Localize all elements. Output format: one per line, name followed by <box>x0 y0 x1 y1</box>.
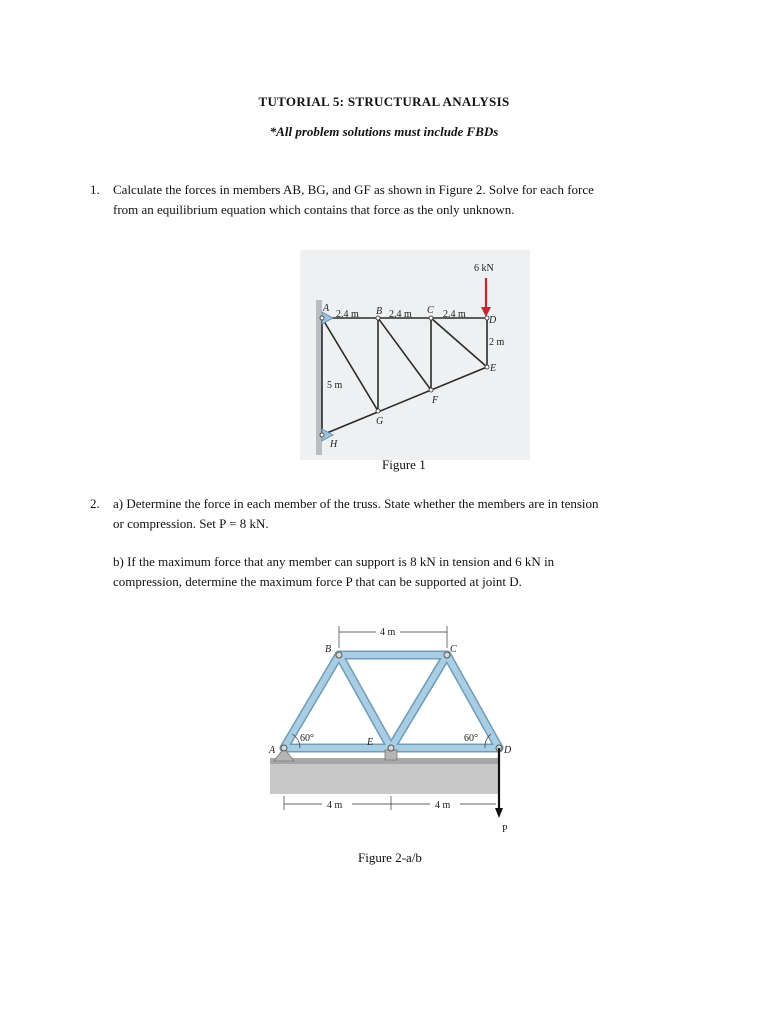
figure-1-background <box>300 250 530 460</box>
question-1-text <box>113 180 693 220</box>
joint-h-label: H <box>330 439 338 450</box>
bottom-dim-left-label: 4 m <box>327 800 343 811</box>
load-p-label: P <box>502 824 508 835</box>
joint-g-pin <box>376 409 380 413</box>
figure-1-truss <box>300 250 530 460</box>
figure-2-truss <box>260 618 530 838</box>
question-2b-line-2: compression, determine the maximum force P that can be supported at joint D. <box>113 574 522 589</box>
dim-cd: 2.4 m <box>443 309 466 320</box>
figure-2-caption: Figure 2-a/b <box>358 850 422 865</box>
document-subtitle: *All problem solutions must include FBDs <box>269 124 499 139</box>
joint-c-label: C <box>450 644 457 655</box>
question-2a-line-2: or compression. Set P = 8 kN. <box>113 516 269 531</box>
dim-ah: 5 m <box>327 380 343 391</box>
question-1-line-2: from an equilibrium equation which contains that force as the only unknown. <box>113 202 515 217</box>
dim-de: 2 m <box>489 337 505 348</box>
joint-b-label: B <box>376 306 383 317</box>
question-1-line-1: Calculate the forces in members AB, BG, and GF as shown in Figure 2. Solve for each force <box>113 182 594 197</box>
joint-h-pin <box>320 433 324 437</box>
joint-d-label: D <box>489 315 497 326</box>
figure-1-caption: Figure 1 <box>382 457 426 472</box>
question-2b-line-1: b) If the maximum force that any member can support is 8 kN in tension and 6 kN in <box>113 554 555 569</box>
load-label: 6 kN <box>474 263 494 274</box>
question-2a-text <box>113 494 693 534</box>
load-p-head <box>495 808 503 818</box>
question-2-number: 2. <box>90 496 100 511</box>
question-1-number: 1. <box>90 182 100 197</box>
document-title: TUTORIAL 5: STRUCTURAL ANALYSIS <box>258 94 510 109</box>
joint-a-label: A <box>323 303 330 314</box>
joint-a-label: A <box>269 745 276 756</box>
joint-f-pin <box>429 388 433 392</box>
joint-f-label: F <box>432 395 439 406</box>
joint-e-label: E <box>490 363 497 374</box>
angle-right-label: 60° <box>464 733 478 744</box>
pin-b <box>336 652 342 658</box>
joint-a-pin <box>320 316 324 320</box>
angle-left-label: 60° <box>300 733 314 744</box>
bottom-dim-right-label: 4 m <box>435 800 451 811</box>
joint-g-label: G <box>376 416 384 427</box>
joint-b-label: B <box>325 644 332 655</box>
question-2b-text <box>113 552 693 592</box>
dim-bc: 2.4 m <box>389 309 412 320</box>
pin-a <box>281 745 287 751</box>
joint-d-label: D <box>504 745 512 756</box>
pin-e <box>388 745 394 751</box>
joint-e-label: E <box>367 737 374 748</box>
joint-c-pin <box>429 316 433 320</box>
question-2a-line-1: a) Determine the force in each member of the truss. State whether the members are in tension <box>113 496 599 511</box>
top-dim-label: 4 m <box>380 627 396 638</box>
joint-e-pin <box>485 365 489 369</box>
joint-c-label: C <box>427 305 434 316</box>
wall <box>316 300 322 455</box>
dim-ab: 2.4 m <box>336 309 359 320</box>
bottom-dimension <box>284 796 496 810</box>
